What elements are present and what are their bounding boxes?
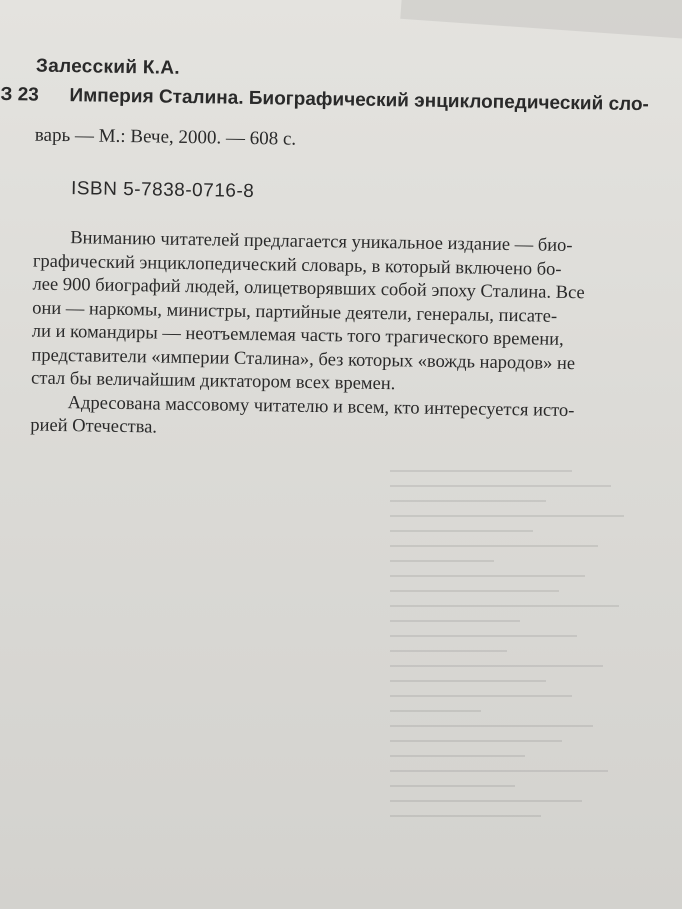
isbn: ISBN 5-7838-0716-8 (70, 178, 255, 203)
annotation-line: Вниманию читателей предлагается уникальное издание — био- (70, 228, 573, 257)
annotation-line: стал бы величайшим диктатором всех времен. (30, 368, 396, 395)
annotation-line: рией Отечества. (30, 415, 158, 438)
classification-index: З 23 (0, 84, 40, 106)
annotation-line: ли и командиры — неотъемлемая часть того трагического времени, (31, 321, 564, 350)
publication-info: варь — М.: Вече, 2000. — 608 с. (34, 124, 297, 150)
annotation-line: они — наркомы, министры, партийные деятели, генералы, писате- (32, 298, 558, 327)
annotation-line: представители «империи Сталина», без которых «вождь народов» не (31, 345, 576, 374)
annotation-line: графический энциклопедический словарь, в который включено бо- (32, 251, 562, 280)
annotation-line: Адресована массовому читателю и всем, кто интересуется исто- (67, 392, 575, 421)
annotation-line: лее 900 биографий людей, олицетворявших собой эпоху Сталина. Все (32, 274, 585, 304)
annotation (30, 227, 653, 448)
book-title: Империя Сталина. Биографический энциклопедический сло- (69, 85, 650, 116)
author: Залесский К.А. (35, 55, 181, 79)
